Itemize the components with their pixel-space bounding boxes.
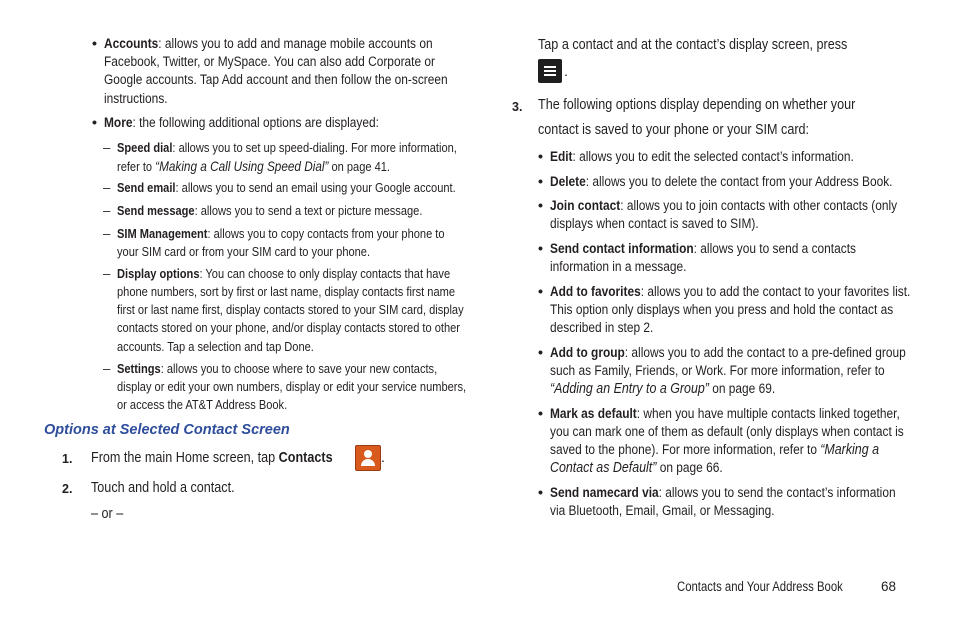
bullet: • — [538, 149, 543, 165]
accounts-line: Google accounts. Tap Add account and then follow the on-screen — [104, 72, 448, 88]
step-number: 1. — [62, 452, 73, 466]
step-2: Touch and hold a contact. — [91, 479, 235, 496]
send-email-term: Send email — [117, 180, 176, 195]
marking-default-reference-link[interactable]: “Marking a — [820, 442, 879, 458]
edit-term: Edit — [550, 149, 573, 165]
bullet: • — [538, 485, 543, 501]
join-contact-term: Join contact — [550, 198, 621, 214]
accounts-term: Accounts — [104, 36, 159, 52]
display-options-line: contacts stored on your phone, and/or display contacts stored to other — [117, 320, 460, 335]
dash: – — [103, 266, 111, 281]
delete-item: Delete: allows you to delete the contact from your Address Book. — [550, 174, 893, 190]
adding-entry-reference-link[interactable]: “Adding an Entry to a Group” — [550, 381, 709, 397]
add-to-favorites-line: This option only displays when you press and hold the contact as — [550, 302, 894, 318]
send-message-term: Send message — [117, 203, 195, 218]
add-to-group-line: “Adding an Entry to a Group” on page 69. — [550, 381, 776, 397]
add-to-group-line: such as Family, Friends, or Work. For more information, refer to — [550, 363, 885, 379]
period: . — [381, 450, 385, 466]
more-term: More — [104, 115, 133, 131]
add-to-favorites-line: described in step 2. — [550, 320, 654, 336]
bullet: • — [538, 345, 543, 361]
contacts-app-icon-wrap — [355, 445, 381, 471]
send-contact-info-item: Send contact information: allows you to send a contacts — [550, 241, 856, 257]
mark-as-default-line: you can mark one of them as default (only displays when contact is — [550, 424, 904, 440]
step-number: 3. — [512, 100, 523, 114]
join-contact-line: displays when contact is saved to SIM). — [550, 216, 759, 232]
contacts-icon[interactable] — [355, 445, 381, 471]
add-to-group-item: Add to group: allows you to add the contact to a pre-defined group — [550, 345, 906, 361]
dash: – — [103, 226, 111, 241]
speed-dial-line: refer to “Making a Call Using Speed Dial” on page 41. — [117, 158, 390, 174]
menu-key-wrap — [538, 59, 562, 83]
display-options-line: first or last name first, display contacts stored to your SIM card, display — [117, 302, 464, 317]
send-message-item: Send message: allows you to send a text or picture message. — [117, 203, 423, 218]
display-options-line: accounts. Tap a selection and tap Done. — [117, 339, 314, 354]
join-contact-item: Join contact: allows you to join contacts with other contacts (only — [550, 198, 898, 214]
bullet: • — [538, 174, 543, 190]
dash: – — [103, 140, 111, 155]
mark-as-default-line: saved to the phone). For more information, refer to “Marking a — [550, 442, 879, 458]
send-contact-info-term: Send contact information — [550, 241, 694, 257]
sim-management-item: SIM Management: allows you to copy contacts from your phone to — [117, 226, 445, 241]
accounts-line: instructions. — [104, 91, 168, 107]
speed-dial-reference-link[interactable]: “Making a Call Using Speed Dial” — [155, 158, 329, 174]
dash: – — [103, 361, 111, 376]
settings-line: display or edit your own numbers, display or edit your service numbers, — [117, 379, 467, 394]
dash: – — [103, 180, 111, 195]
display-options-item: Display options: You can choose to only display contacts that have — [117, 266, 451, 281]
accounts-line: Facebook, Twitter, or MySpace. You can also add Corporate or — [104, 54, 436, 70]
settings-term: Settings — [117, 361, 161, 376]
send-namecard-line: via Bluetooth, Email, Gmail, or Messaging. — [550, 503, 775, 519]
intro-text: Tap a contact and at the contact’s display screen, press — [538, 36, 848, 53]
display-options-term: Display options — [117, 266, 200, 281]
bullet: • — [538, 284, 543, 300]
mark-as-default-item: Mark as default: when you have multiple contacts linked together, — [550, 406, 900, 422]
page-number: 68 — [881, 579, 897, 594]
marking-default-reference-link[interactable]: Contact as Default” — [550, 460, 657, 476]
step-number: 2. — [62, 482, 73, 496]
period: . — [564, 64, 568, 80]
bullet: • — [538, 198, 543, 214]
sim-management-line: your SIM card or from your SIM card to your phone. — [117, 244, 371, 259]
speed-dial-item: Speed dial: allows you to set up speed-dialing. For more information, — [117, 140, 457, 155]
add-to-favorites-term: Add to favorites — [550, 284, 641, 300]
dash: – — [103, 203, 111, 218]
footer-section-title: Contacts and Your Address Book — [677, 579, 843, 594]
send-contact-info-line: information in a message. — [550, 259, 687, 275]
menu-key-icon[interactable] — [538, 59, 562, 83]
send-namecard-term: Send namecard via — [550, 485, 659, 501]
step-3-line: contact is saved to your phone or your SIM card: — [538, 121, 810, 138]
add-to-group-term: Add to group — [550, 345, 625, 361]
send-namecard-item: Send namecard via: allows you to send the contact’s information — [550, 485, 896, 501]
delete-term: Delete — [550, 174, 586, 190]
mark-as-default-line: Contact as Default” on page 66. — [550, 460, 723, 476]
section-heading: Options at Selected Contact Screen — [44, 422, 290, 438]
or-separator: – or – — [91, 505, 124, 522]
sim-management-term: SIM Management — [117, 226, 208, 241]
mark-as-default-term: Mark as default — [550, 406, 637, 422]
send-email-item: Send email: allows you to send an email using your Google account. — [117, 180, 456, 195]
add-to-favorites-item: Add to favorites: allows you to add the contact to your favorites list. — [550, 284, 911, 300]
settings-item: Settings: allows you to choose where to save your new contacts, — [117, 361, 438, 376]
settings-line: or access the AT&T Address Book. — [117, 397, 288, 412]
more-item: More: the following additional options are displayed: — [104, 115, 379, 131]
step-3: The following options display depending on whether your — [538, 96, 856, 113]
contacts-term: Contacts — [278, 449, 333, 466]
bullet: • — [538, 241, 543, 257]
bullet: • — [92, 115, 97, 131]
step-1: From the main Home screen, tap Contacts — [91, 449, 333, 466]
display-options-line: phone numbers, sort by first or last name, display contacts first name — [117, 284, 456, 299]
edit-item: Edit: allows you to edit the selected contact’s information. — [550, 149, 854, 165]
speed-dial-term: Speed dial — [117, 140, 173, 155]
bullet: • — [92, 36, 97, 52]
accounts-item: Accounts: allows you to add and manage mobile accounts on — [104, 36, 433, 52]
bullet: • — [538, 406, 543, 422]
